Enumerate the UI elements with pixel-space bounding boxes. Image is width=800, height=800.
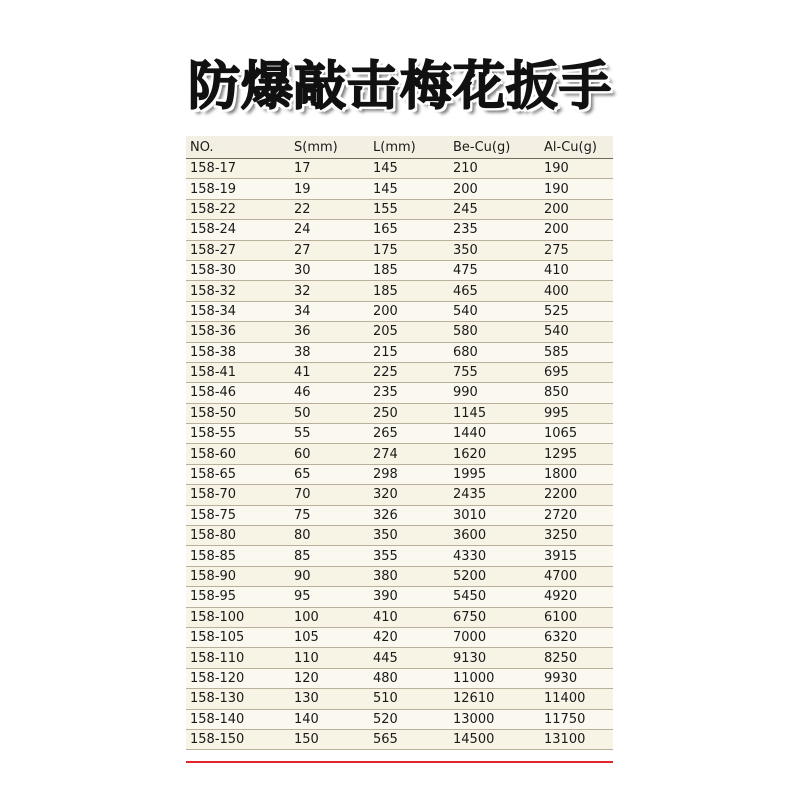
cell-be-cu: 235 <box>449 220 540 240</box>
cell-al-cu: 2720 <box>540 505 613 525</box>
cell-l-mm: 298 <box>369 464 449 484</box>
table-row <box>186 729 613 749</box>
cell-s-mm: 95 <box>290 587 369 607</box>
cell-s-mm: 105 <box>290 627 369 647</box>
table-row <box>186 709 613 729</box>
cell-l-mm: 185 <box>369 260 449 280</box>
cell-al-cu: 190 <box>540 159 613 179</box>
cell-be-cu: 680 <box>449 342 540 362</box>
cell-s-mm: 36 <box>290 322 369 342</box>
cell-l-mm: 445 <box>369 648 449 668</box>
table-row <box>186 159 613 179</box>
cell-al-cu: 995 <box>540 403 613 423</box>
cell-l-mm: 480 <box>369 668 449 688</box>
cell-no: 158-41 <box>186 362 290 382</box>
cell-be-cu: 210 <box>449 159 540 179</box>
spec-table-container <box>186 136 613 750</box>
cell-no: 158-130 <box>186 689 290 709</box>
cell-be-cu: 2435 <box>449 485 540 505</box>
cell-al-cu: 6320 <box>540 627 613 647</box>
cell-l-mm: 350 <box>369 526 449 546</box>
cell-al-cu: 13100 <box>540 729 613 749</box>
cell-be-cu: 9130 <box>449 648 540 668</box>
cell-al-cu: 275 <box>540 240 613 260</box>
bottom-red-rule <box>186 761 613 763</box>
cell-no: 158-34 <box>186 301 290 321</box>
cell-al-cu: 4920 <box>540 587 613 607</box>
cell-l-mm: 510 <box>369 689 449 709</box>
cell-be-cu: 11000 <box>449 668 540 688</box>
table-row <box>186 383 613 403</box>
cell-be-cu: 1620 <box>449 444 540 464</box>
cell-s-mm: 38 <box>290 342 369 362</box>
cell-s-mm: 50 <box>290 403 369 423</box>
cell-s-mm: 46 <box>290 383 369 403</box>
page-title: 防爆敲击梅花扳手 <box>187 57 612 117</box>
cell-no: 158-70 <box>186 485 290 505</box>
table-row <box>186 362 613 382</box>
cell-be-cu: 755 <box>449 362 540 382</box>
cell-l-mm: 565 <box>369 729 449 749</box>
cell-l-mm: 235 <box>369 383 449 403</box>
table-row <box>186 566 613 586</box>
table-row <box>186 301 613 321</box>
cell-al-cu: 525 <box>540 301 613 321</box>
cell-l-mm: 215 <box>369 342 449 362</box>
cell-l-mm: 326 <box>369 505 449 525</box>
table-row <box>186 668 613 688</box>
cell-no: 158-55 <box>186 424 290 444</box>
table-row <box>186 342 613 362</box>
cell-al-cu: 3915 <box>540 546 613 566</box>
table-row <box>186 485 613 505</box>
cell-be-cu: 475 <box>449 260 540 280</box>
cell-s-mm: 65 <box>290 464 369 484</box>
table-row <box>186 444 613 464</box>
cell-no: 158-32 <box>186 281 290 301</box>
cell-be-cu: 7000 <box>449 627 540 647</box>
cell-s-mm: 110 <box>290 648 369 668</box>
cell-be-cu: 5200 <box>449 566 540 586</box>
table-row <box>186 648 613 668</box>
cell-s-mm: 24 <box>290 220 369 240</box>
cell-no: 158-80 <box>186 526 290 546</box>
cell-l-mm: 205 <box>369 322 449 342</box>
cell-be-cu: 4330 <box>449 546 540 566</box>
table-row <box>186 464 613 484</box>
cell-s-mm: 75 <box>290 505 369 525</box>
table-row <box>186 240 613 260</box>
cell-no: 158-60 <box>186 444 290 464</box>
cell-no: 158-150 <box>186 729 290 749</box>
cell-al-cu: 11750 <box>540 709 613 729</box>
cell-l-mm: 225 <box>369 362 449 382</box>
cell-al-cu: 1295 <box>540 444 613 464</box>
table-header <box>186 136 613 159</box>
spec-table <box>186 136 613 750</box>
table-row <box>186 199 613 219</box>
table-row <box>186 546 613 566</box>
cell-s-mm: 19 <box>290 179 369 199</box>
cell-be-cu: 14500 <box>449 729 540 749</box>
cell-be-cu: 3600 <box>449 526 540 546</box>
cell-s-mm: 22 <box>290 199 369 219</box>
cell-be-cu: 200 <box>449 179 540 199</box>
cell-be-cu: 5450 <box>449 587 540 607</box>
cell-no: 158-36 <box>186 322 290 342</box>
cell-l-mm: 155 <box>369 199 449 219</box>
cell-s-mm: 90 <box>290 566 369 586</box>
cell-be-cu: 1145 <box>449 403 540 423</box>
cell-no: 158-38 <box>186 342 290 362</box>
cell-be-cu: 12610 <box>449 689 540 709</box>
cell-s-mm: 120 <box>290 668 369 688</box>
cell-l-mm: 355 <box>369 546 449 566</box>
cell-al-cu: 540 <box>540 322 613 342</box>
header-no: NO. <box>186 136 290 159</box>
cell-s-mm: 32 <box>290 281 369 301</box>
cell-s-mm: 34 <box>290 301 369 321</box>
table-row <box>186 220 613 240</box>
cell-l-mm: 420 <box>369 627 449 647</box>
cell-l-mm: 274 <box>369 444 449 464</box>
table-row <box>186 424 613 444</box>
cell-no: 158-19 <box>186 179 290 199</box>
cell-l-mm: 265 <box>369 424 449 444</box>
cell-no: 158-46 <box>186 383 290 403</box>
table-row <box>186 260 613 280</box>
cell-no: 158-85 <box>186 546 290 566</box>
cell-l-mm: 520 <box>369 709 449 729</box>
cell-be-cu: 990 <box>449 383 540 403</box>
cell-be-cu: 1440 <box>449 424 540 444</box>
cell-al-cu: 400 <box>540 281 613 301</box>
cell-s-mm: 30 <box>290 260 369 280</box>
table-row <box>186 403 613 423</box>
header-s-mm: S(mm) <box>290 136 369 159</box>
cell-s-mm: 70 <box>290 485 369 505</box>
cell-s-mm: 55 <box>290 424 369 444</box>
cell-s-mm: 41 <box>290 362 369 382</box>
cell-no: 158-75 <box>186 505 290 525</box>
cell-s-mm: 60 <box>290 444 369 464</box>
cell-al-cu: 11400 <box>540 689 613 709</box>
cell-no: 158-95 <box>186 587 290 607</box>
header-al-cu: Al-Cu(g) <box>540 136 613 159</box>
cell-no: 158-65 <box>186 464 290 484</box>
cell-be-cu: 3010 <box>449 505 540 525</box>
cell-al-cu: 410 <box>540 260 613 280</box>
cell-l-mm: 250 <box>369 403 449 423</box>
cell-al-cu: 4700 <box>540 566 613 586</box>
cell-be-cu: 540 <box>449 301 540 321</box>
cell-no: 158-24 <box>186 220 290 240</box>
table-row <box>186 587 613 607</box>
cell-no: 158-50 <box>186 403 290 423</box>
cell-l-mm: 200 <box>369 301 449 321</box>
cell-l-mm: 175 <box>369 240 449 260</box>
cell-al-cu: 190 <box>540 179 613 199</box>
table-row <box>186 505 613 525</box>
cell-l-mm: 165 <box>369 220 449 240</box>
header-row <box>186 136 613 159</box>
cell-l-mm: 380 <box>369 566 449 586</box>
table-row <box>186 281 613 301</box>
cell-be-cu: 580 <box>449 322 540 342</box>
cell-no: 158-22 <box>186 199 290 219</box>
cell-no: 158-90 <box>186 566 290 586</box>
cell-al-cu: 1800 <box>540 464 613 484</box>
cell-al-cu: 695 <box>540 362 613 382</box>
cell-s-mm: 80 <box>290 526 369 546</box>
cell-al-cu: 3250 <box>540 526 613 546</box>
cell-be-cu: 350 <box>449 240 540 260</box>
cell-no: 158-140 <box>186 709 290 729</box>
table-row <box>186 607 613 627</box>
cell-l-mm: 320 <box>369 485 449 505</box>
table-row <box>186 526 613 546</box>
cell-al-cu: 2200 <box>540 485 613 505</box>
cell-al-cu: 6100 <box>540 607 613 627</box>
cell-s-mm: 27 <box>290 240 369 260</box>
cell-al-cu: 9930 <box>540 668 613 688</box>
cell-no: 158-17 <box>186 159 290 179</box>
cell-be-cu: 6750 <box>449 607 540 627</box>
cell-be-cu: 245 <box>449 199 540 219</box>
cell-no: 158-30 <box>186 260 290 280</box>
cell-l-mm: 145 <box>369 179 449 199</box>
cell-al-cu: 200 <box>540 220 613 240</box>
cell-no: 158-120 <box>186 668 290 688</box>
table-row <box>186 179 613 199</box>
cell-s-mm: 85 <box>290 546 369 566</box>
cell-s-mm: 150 <box>290 729 369 749</box>
cell-al-cu: 200 <box>540 199 613 219</box>
cell-al-cu: 585 <box>540 342 613 362</box>
cell-no: 158-110 <box>186 648 290 668</box>
cell-no: 158-27 <box>186 240 290 260</box>
cell-no: 158-100 <box>186 607 290 627</box>
cell-be-cu: 1995 <box>449 464 540 484</box>
header-l-mm: L(mm) <box>369 136 449 159</box>
cell-l-mm: 410 <box>369 607 449 627</box>
table-body <box>186 159 613 750</box>
cell-be-cu: 465 <box>449 281 540 301</box>
header-be-cu: Be-Cu(g) <box>449 136 540 159</box>
cell-al-cu: 8250 <box>540 648 613 668</box>
cell-s-mm: 17 <box>290 159 369 179</box>
cell-no: 158-105 <box>186 627 290 647</box>
cell-al-cu: 1065 <box>540 424 613 444</box>
cell-s-mm: 140 <box>290 709 369 729</box>
cell-be-cu: 13000 <box>449 709 540 729</box>
cell-l-mm: 185 <box>369 281 449 301</box>
table-row <box>186 689 613 709</box>
table-row <box>186 627 613 647</box>
cell-s-mm: 130 <box>290 689 369 709</box>
cell-al-cu: 850 <box>540 383 613 403</box>
cell-s-mm: 100 <box>290 607 369 627</box>
cell-l-mm: 145 <box>369 159 449 179</box>
cell-l-mm: 390 <box>369 587 449 607</box>
table-row <box>186 322 613 342</box>
